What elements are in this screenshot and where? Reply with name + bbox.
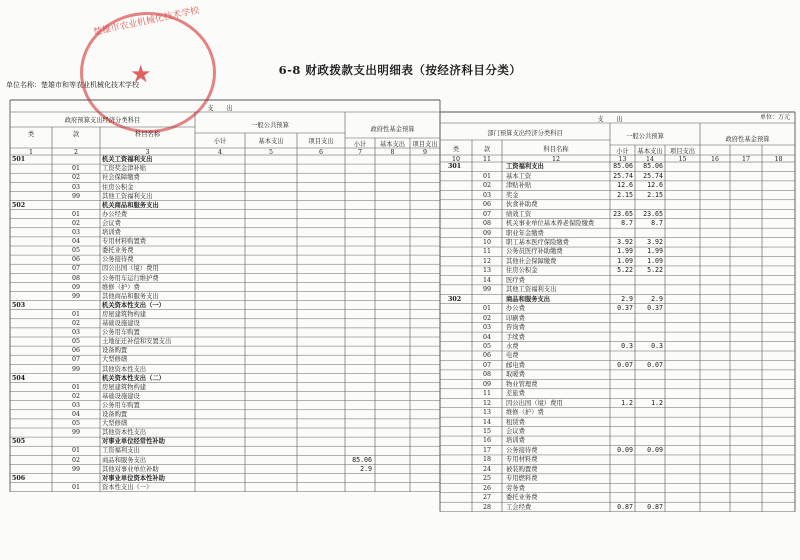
left-row-class: 504	[12, 374, 26, 382]
right-row-name: 津贴补贴	[506, 182, 532, 190]
right-row-item: 14	[482, 418, 491, 426]
right-row-subtotal: 2.9	[621, 294, 633, 303]
right-row-name: 基本工资	[506, 172, 532, 180]
gov-class-header: 政府预算支出经济分类科目	[64, 117, 141, 124]
column-number: 11	[482, 155, 491, 163]
right-row-basic: 1.99	[647, 247, 663, 256]
right-row-name: 工会经费	[506, 503, 532, 511]
left-row-name: 基础设施建设	[102, 392, 140, 400]
left-row-item: 05	[71, 338, 80, 346]
right-row-item: 24	[482, 465, 491, 473]
basic-header-fund-left: 基本支出	[379, 141, 406, 148]
right-row-item: 26	[482, 484, 491, 492]
right-row-subtotal: 85.06	[613, 162, 633, 171]
left-row-item: 05	[71, 247, 80, 255]
right-row-subtotal: 1.2	[621, 398, 633, 407]
right-row-item: 28	[482, 503, 491, 511]
column-number: 13	[618, 155, 627, 163]
right-type-header: 类	[452, 146, 460, 153]
left-row-name: 机关资本性支出（一）	[102, 301, 165, 309]
right-row-subtotal: 23.65	[613, 209, 633, 218]
right-row-subtotal: 0.87	[617, 502, 633, 511]
left-row-item: 09	[71, 283, 80, 291]
right-row-subtotal: 25.74	[613, 171, 633, 180]
right-row-basic: 0.07	[647, 360, 663, 369]
right-row-item: 17	[482, 446, 491, 454]
right-row-item: 12	[482, 399, 491, 407]
left-row-item: 99	[71, 429, 80, 437]
left-row-item: 01	[71, 165, 80, 173]
left-row-name: 其他工资福利支出	[102, 192, 153, 200]
right-row-subtotal: 1.99	[617, 247, 633, 256]
right-row-item: 11	[482, 248, 491, 256]
right-row-subtotal: 0.37	[617, 304, 633, 313]
right-row-name: 物业管理费	[506, 380, 538, 388]
left-row-item: 05	[71, 420, 80, 428]
right-group-header: 支 出	[597, 116, 623, 123]
left-row-item: 03	[71, 183, 80, 191]
subtotal-header-left: 小计	[213, 138, 227, 145]
right-row-name: 印刷费	[506, 314, 525, 322]
left-row-name: 培训费	[102, 229, 121, 236]
right-row-subtotal: 12.6	[617, 181, 633, 190]
right-row-subtotal: 0.07	[617, 360, 633, 369]
right-row-name: 商品和服务支出	[506, 295, 551, 303]
seal-star-icon: ★	[130, 60, 152, 88]
right-row-subtotal: 0.3	[621, 341, 633, 350]
left-row-item: 06	[71, 256, 80, 264]
right-row-name: 因公出国（境）费用	[506, 399, 563, 407]
left-row-name: 土地征迁补偿和安置支出	[102, 338, 172, 346]
left-row-name: 公务接待费	[102, 256, 134, 264]
project-header-right: 项目支出	[669, 148, 696, 155]
left-row-name: 公务用车购置	[102, 329, 140, 337]
right-row-item: 15	[482, 428, 491, 435]
right-name-header: 科目名称	[543, 146, 569, 153]
right-row-name: 其他工资福利支出	[506, 286, 557, 294]
left-row-item: 04	[71, 238, 80, 246]
col-item-header: 款	[72, 131, 80, 138]
left-row-name: 大型修缮	[102, 356, 128, 364]
right-row-basic: 1.09	[647, 256, 663, 265]
right-row-name: 手续费	[506, 333, 525, 341]
right-row-item: 03	[482, 324, 491, 332]
left-row-name: 其他商品和服务支出	[102, 292, 159, 300]
left-row-item: 99	[71, 292, 80, 300]
right-row-name: 机关事业单位基本养老保险缴费	[506, 220, 595, 228]
right-row-name: 咨询费	[506, 324, 525, 332]
right-row-basic: 85.06	[643, 162, 663, 171]
left-row-class: 505	[12, 438, 26, 446]
left-row-name: 其他资本性支出	[102, 365, 147, 373]
amount-unit-label: 单位：万元	[760, 114, 791, 121]
column-number: 18	[774, 155, 783, 163]
left-row-item: 08	[71, 274, 80, 282]
right-row-basic: 2.15	[647, 190, 663, 199]
basic-header-right: 基本支出	[637, 148, 663, 155]
left-row-name: 住房公积金	[102, 183, 134, 191]
right-row-item: 03	[482, 191, 491, 199]
left-row-name: 大型修缮	[102, 420, 128, 428]
left-row-name: 公务用车购置	[102, 401, 140, 409]
left-row-name: 房屋建筑物构建	[102, 383, 147, 391]
right-row-item: 02	[482, 314, 491, 322]
left-row-class: 503	[12, 301, 26, 309]
left-row-name: 维修（护）费	[102, 283, 140, 291]
right-row-name: 培训费	[506, 437, 525, 445]
right-row-name: 专用燃料费	[506, 475, 538, 483]
left-row-name: 商品和服务支出	[102, 456, 147, 464]
left-row-name: 机关商品和服务支出	[102, 201, 159, 209]
right-item-header: 款	[483, 146, 491, 153]
left-row-item: 02	[71, 456, 80, 464]
right-row-item: 09	[482, 229, 491, 237]
column-number: 3	[145, 148, 150, 156]
right-row-subtotal: 5.22	[617, 266, 633, 275]
right-row-item: 07	[482, 361, 491, 369]
column-number: 4	[217, 148, 222, 156]
left-row-name: 其他资本性支出	[102, 429, 147, 437]
right-row-item: 11	[482, 390, 491, 398]
right-row-item: 16	[482, 437, 491, 445]
right-row-item: 18	[482, 456, 491, 464]
right-row-basic: 2.9	[651, 294, 663, 303]
right-row-name: 维修（护）费	[506, 409, 544, 417]
right-row-item: 13	[482, 409, 491, 417]
right-row-class: 301	[448, 163, 462, 171]
left-row-item: 99	[71, 365, 80, 373]
right-row-subtotal: 3.92	[617, 238, 633, 246]
right-row-item: 14	[482, 276, 491, 284]
left-row-name: 公务用车运行维护费	[102, 274, 159, 282]
left-row-item: 06	[71, 347, 80, 355]
left-row-name: 其他对事业单位补助	[102, 465, 159, 473]
column-number: 14	[645, 155, 654, 163]
right-row-name: 取暖费	[506, 371, 525, 379]
column-number: 12	[551, 155, 560, 163]
fund-budget-header-left: 政府性基金预算	[370, 126, 415, 133]
left-row-class: 501	[12, 156, 26, 164]
column-number: 16	[710, 155, 719, 163]
page-title: 6-8 财政拨款支出明细表（按经济科目分类）	[278, 63, 522, 77]
right-row-item: 01	[482, 305, 491, 313]
left-row-name: 设备购置	[102, 411, 128, 418]
column-number: 9	[422, 148, 427, 156]
fund-budget-header-right: 政府性基金预算	[725, 136, 770, 143]
right-row-name: 伙食补助费	[506, 201, 538, 209]
left-row-item: 02	[71, 320, 80, 327]
right-row-item: 09	[482, 380, 491, 388]
right-row-item: 08	[482, 220, 491, 228]
left-row-item: 99	[71, 465, 80, 473]
right-row-basic: 0.87	[647, 502, 663, 511]
left-row-item: 02	[71, 174, 80, 182]
left-row-name: 工资福利支出	[102, 447, 140, 455]
right-row-name: 职工基本医疗保险缴费	[506, 239, 569, 246]
left-row-name: 工资奖金津补贴	[102, 165, 147, 173]
left-row-item: 01	[71, 310, 80, 318]
right-row-name: 电费	[506, 352, 519, 360]
left-row-name: 房屋建筑物构建	[102, 310, 147, 318]
basic-header-left: 基本支出	[258, 138, 284, 145]
right-row-name: 其他社会保障缴费	[506, 257, 557, 265]
right-row-item: 13	[482, 267, 491, 275]
left-row-item: 01	[71, 483, 80, 491]
column-number: 5	[268, 148, 273, 156]
right-row-name: 医疗费	[506, 276, 525, 284]
right-row-item: 25	[482, 475, 491, 483]
left-row-name: 会议费	[102, 219, 121, 227]
subtotal-header-fund-left: 小计	[353, 141, 367, 148]
right-row-basic: 0.37	[647, 304, 663, 313]
right-row-subtotal: 1.09	[617, 256, 633, 265]
dept-class-header: 部门预算支出经济分类科目	[487, 130, 563, 137]
left-row-name: 机关资本性支出（二）	[102, 374, 165, 382]
right-row-item: 08	[482, 371, 491, 379]
right-row-item: 06	[482, 201, 491, 209]
right-row-basic: 0.3	[651, 341, 663, 350]
left-row-name: 因公出国（境）费用	[102, 265, 159, 273]
column-number: 10	[451, 155, 460, 163]
left-row-name: 社会保障缴费	[102, 174, 140, 182]
seal-text: 楚雄市农业机械化技术学校	[92, 5, 201, 39]
right-row-name: 公务员医疗补助缴费	[506, 248, 563, 256]
left-group-header: 支 出	[207, 105, 233, 112]
right-row-item: 99	[482, 286, 491, 294]
right-row-name: 会议费	[506, 428, 525, 435]
right-row-item: 06	[482, 352, 491, 360]
left-row-item: 03	[71, 329, 80, 337]
right-row-class: 302	[448, 295, 462, 303]
col-name-header: 科目名称	[134, 131, 161, 138]
left-row-item: 07	[71, 265, 80, 273]
column-number: 2	[73, 148, 78, 156]
right-row-name: 劳务费	[506, 484, 525, 492]
right-row-name: 办公费	[506, 305, 525, 313]
right-row-subtotal: 8.7	[621, 219, 633, 228]
right-row-name: 绩效工资	[506, 210, 532, 218]
left-row-name: 基础设施建设	[102, 320, 140, 327]
left-row-class: 502	[12, 201, 26, 209]
left-row-item: 01	[71, 210, 80, 218]
right-row-basic: 8.7	[651, 219, 663, 228]
right-row-name: 差旅费	[506, 390, 525, 398]
right-row-basic: 5.22	[647, 266, 663, 275]
right-row-name: 被装购置费	[506, 465, 538, 473]
right-row-name: 住房公积金	[506, 267, 538, 275]
left-row-name: 对事业单位资本性补助	[102, 474, 165, 482]
left-row-name: 委托业务费	[102, 247, 134, 255]
right-row-basic: 25.74	[643, 171, 663, 180]
left-row-fund-subtotal: 85.06	[352, 455, 372, 464]
subtotal-header-right: 小计	[616, 148, 629, 155]
right-row-item: 05	[482, 342, 491, 350]
right-row-item: 04	[482, 333, 491, 341]
left-row-item: 01	[71, 383, 80, 391]
left-row-fund-subtotal: 2.9	[360, 464, 372, 473]
left-row-name: 机关工资福利支出	[102, 156, 153, 164]
right-row-name: 奖金	[506, 191, 519, 199]
left-row-name: 资本性支出（一）	[102, 483, 153, 491]
right-row-subtotal: 0.09	[617, 445, 633, 454]
col-class-header: 类	[27, 131, 35, 138]
right-row-name: 职业年金缴费	[506, 229, 544, 237]
right-row-item: 10	[482, 239, 491, 246]
left-row-class: 506	[12, 474, 26, 482]
column-number: 8	[390, 148, 395, 156]
right-row-item: 01	[482, 172, 491, 180]
right-row-basic: 1.2	[651, 398, 663, 407]
left-row-name: 设备购置	[102, 347, 128, 355]
right-row-subtotal: 2.15	[617, 190, 633, 199]
gen-budget-header: 一般公共预算	[251, 122, 289, 129]
column-number: 7	[357, 148, 362, 156]
left-row-name: 对事业单位经常性补助	[102, 438, 165, 446]
left-row-item: 03	[71, 401, 80, 409]
column-number: 6	[318, 148, 323, 156]
right-row-name: 租赁费	[506, 418, 525, 426]
column-number: 17	[741, 155, 750, 163]
left-row-item: 01	[71, 447, 80, 455]
right-row-basic: 23.65	[643, 209, 663, 218]
right-row-item: 02	[482, 182, 491, 190]
left-row-item: 04	[71, 411, 80, 418]
left-row-name: 专用材料购置费	[102, 238, 147, 246]
gen-budget-header-right: 一般公共预算	[626, 133, 664, 140]
right-row-item: 27	[482, 494, 491, 502]
right-row-name: 工资福利支出	[506, 163, 544, 171]
right-row-name: 水费	[506, 342, 519, 350]
left-row-item: 07	[71, 356, 80, 364]
column-number: 1	[28, 148, 33, 156]
right-row-name: 邮电费	[506, 361, 525, 369]
right-row-basic: 0.09	[647, 445, 663, 454]
right-row-name: 公务接待费	[506, 446, 538, 454]
left-row-item: 02	[71, 392, 80, 400]
right-row-basic: 12.6	[647, 181, 663, 190]
column-number: 15	[678, 155, 687, 163]
right-row-item: 12	[482, 257, 491, 265]
left-row-item: 99	[71, 192, 80, 200]
right-row-basic: 3.92	[647, 238, 663, 246]
unit-name-label: 单位名称：楚雄市和等农业机械化技术学校	[6, 81, 139, 89]
right-row-name: 委托业务费	[506, 494, 538, 502]
left-row-item: 02	[71, 219, 80, 227]
right-row-name: 专用材料费	[506, 456, 538, 464]
right-row-item: 07	[482, 210, 491, 218]
left-row-item: 03	[71, 229, 80, 236]
left-row-name: 办公经费	[102, 210, 128, 218]
project-header-fund-left: 项目支出	[412, 141, 438, 148]
project-header-left: 项目支出	[308, 138, 334, 145]
